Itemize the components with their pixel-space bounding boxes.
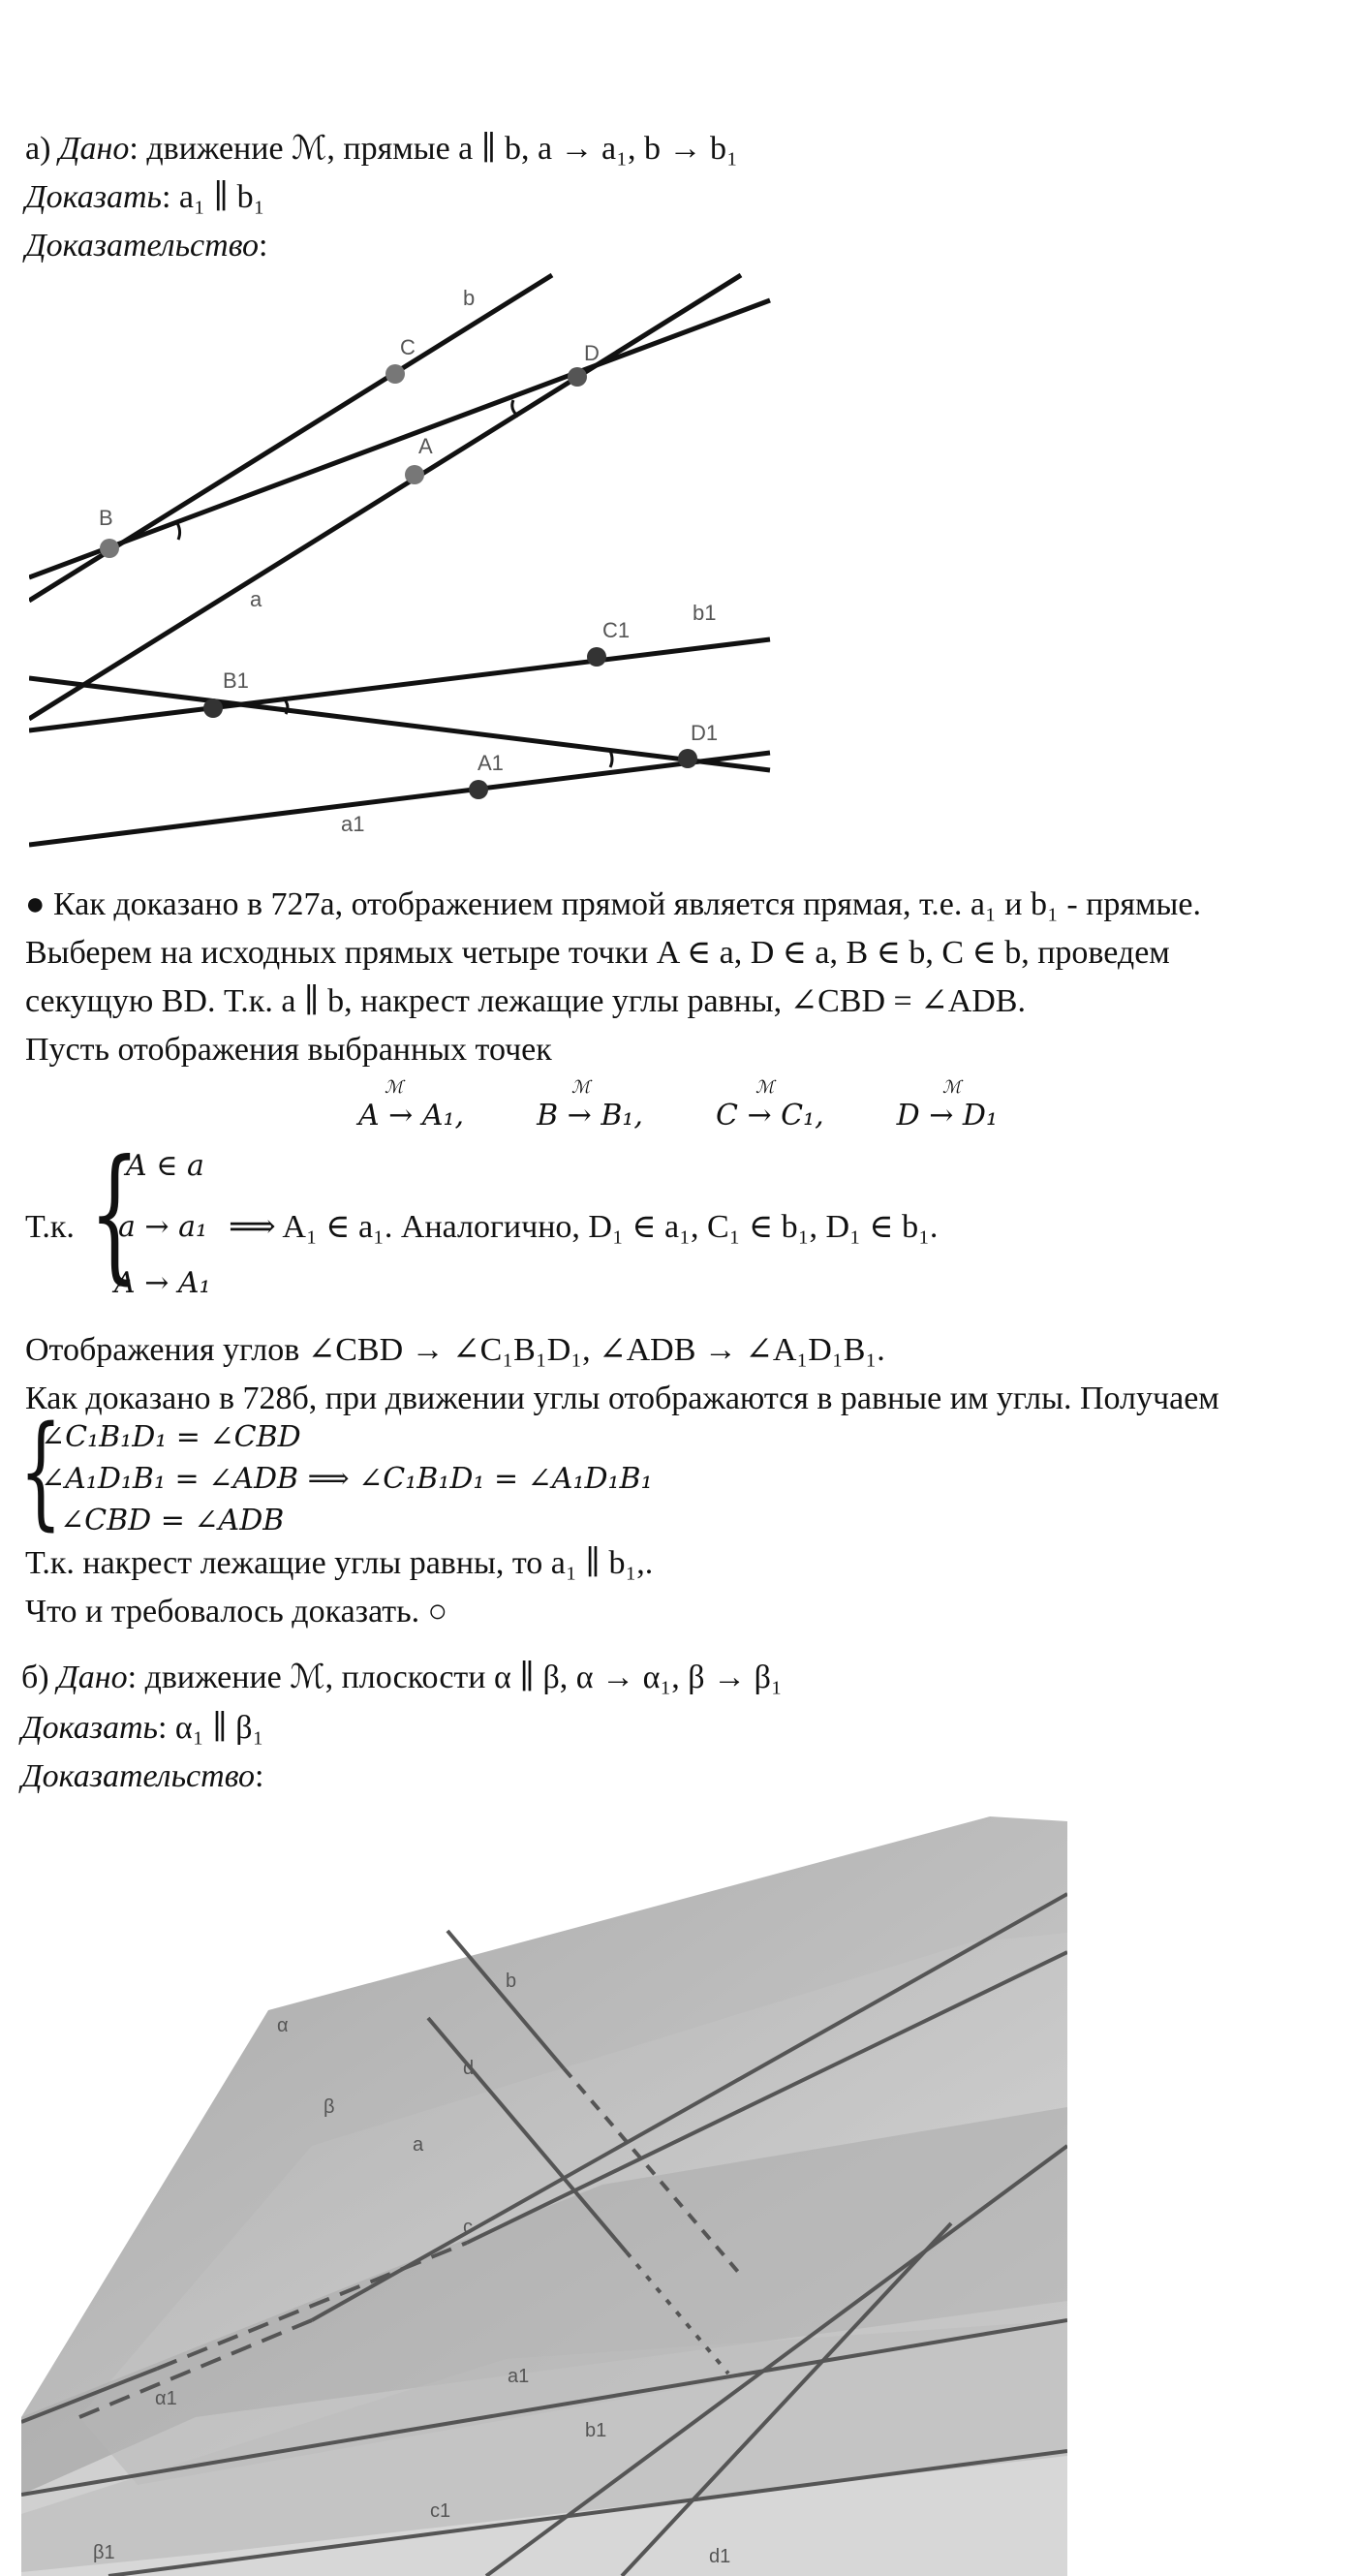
label-b-point: B: [99, 506, 113, 530]
system1-result: ⟹ A₁ ∈ a₁. Аналогично, D₁ ∈ a₁, C₁ ∈ b₁, D₁ ∈ b₁.: [229, 1209, 939, 1245]
label-a1: a1: [508, 2366, 530, 2387]
proof-colon-b: :: [255, 1758, 264, 1794]
proof-heading-b: [21, 1755, 263, 1798]
left-brace-2: {: [19, 1400, 63, 1542]
mapping-d: D → D₁: [896, 1099, 998, 1133]
label-b1-line: b1: [693, 601, 717, 625]
system2-row-1: ∠C₁B₁D₁ = ∠CBD: [41, 1420, 301, 1454]
label-d1: d1: [709, 2546, 731, 2567]
left-brace: {: [89, 1130, 140, 1298]
angle-arc-d1: [610, 751, 612, 767]
point-d: [568, 367, 587, 387]
prove-statement: : a₁ ∥ b₁: [161, 179, 265, 215]
proof-para-5: Как доказано в 728б, при движении углы отображаются в равные им углы. Получаем: [25, 1381, 1219, 1416]
system2-row-2: ∠A₁D₁B₁ = ∠ADB ⟹ ∠C₁B₁D₁ = ∠A₁D₁B₁: [41, 1462, 653, 1496]
label-b1: b1: [585, 2420, 607, 2441]
prove-line-b: [21, 1707, 263, 1750]
label-a1-line: a1: [341, 812, 365, 836]
given-word-b: Дано: [57, 1660, 128, 1695]
proof-para-4: Пусть отображения выбранных точек: [25, 1032, 552, 1068]
proof-para-2: Выберем на исходных прямых четыре точки A ∈ a, D ∈ a, B ∈ b, C ∈ b, проведем: [25, 935, 1170, 971]
label-c1: c1: [430, 2500, 451, 2522]
mapping-line: [0, 1095, 1356, 1137]
point-a1: [469, 780, 488, 799]
proof-para-3: секущую BD. Т.к. a ∥ b, накрест лежащие углы равны, ∠CBD = ∠ADB.: [25, 983, 1026, 1019]
line-b1d1: [29, 678, 770, 770]
label-d: d: [463, 2058, 475, 2079]
point-c1: [587, 647, 606, 667]
map-symbol: ℳ: [385, 1077, 404, 1098]
map-symbol: ℳ: [942, 1077, 962, 1098]
prove-line-a: [25, 176, 264, 219]
line-a1: [29, 753, 770, 845]
given-line-b: [21, 1657, 783, 1699]
given-statement-b: : движение ℳ, плоскости α ∥ β, α → α₁, β → β₁: [127, 1660, 783, 1695]
proof-colon: :: [259, 228, 268, 264]
proof-heading-a: [25, 225, 267, 267]
label-a-line: a: [250, 587, 262, 611]
tk-label: Т.к.: [25, 1209, 75, 1245]
system2-row-3: ∠CBD = ∠ADB: [60, 1504, 285, 1537]
system1-row-3: A → A₁: [114, 1266, 211, 1300]
angle-arc-b: [176, 521, 180, 540]
label-alpha1: α1: [155, 2388, 177, 2409]
label-b: b: [463, 286, 476, 310]
point-d1: [678, 749, 697, 768]
given-word: Дано: [58, 131, 130, 167]
label-alpha: α: [277, 2015, 289, 2036]
label-a-point: A: [418, 434, 433, 458]
map-symbol: ℳ: [755, 1077, 775, 1098]
part-a-label: а): [25, 131, 51, 167]
mapping-b: B → B₁,: [537, 1099, 643, 1133]
label-d1: D1: [691, 721, 719, 745]
point-b: [100, 539, 119, 558]
label-c1: C1: [602, 618, 631, 642]
figure-lines-a: [29, 271, 775, 853]
prove-word: Доказать: [25, 179, 162, 215]
label-a1: A1: [478, 751, 504, 775]
label-b: b: [506, 1971, 517, 1992]
angle-arc-d: [512, 400, 518, 417]
map-symbol: ℳ: [571, 1077, 591, 1098]
mapping-c: C → C₁,: [715, 1099, 824, 1133]
label-b1: B1: [223, 668, 249, 693]
label-a: a: [413, 2134, 424, 2156]
given-line-a: [25, 128, 738, 171]
part-b-label: б): [21, 1660, 49, 1695]
mapping-a: A → A₁,: [357, 1099, 465, 1133]
line-b1: [29, 639, 770, 730]
label-beta1: β1: [93, 2542, 115, 2563]
point-c: [385, 364, 405, 384]
label-c: C: [400, 335, 416, 359]
given-statement: : движение ℳ, прямые a ∥ b, a → a₁, b → b₁: [129, 131, 738, 167]
point-b1: [203, 698, 223, 718]
system1-row-1: A ∈ a: [126, 1149, 204, 1183]
point-a: [405, 465, 424, 484]
figure-planes-b: [21, 1816, 1067, 2576]
system1-row-2: a → a₁: [118, 1210, 208, 1244]
label-d: D: [584, 341, 600, 365]
proof-para-6: Т.к. накрест лежащие углы равны, то a₁ ∥ b₁,.: [25, 1545, 654, 1581]
angles-mapping-line: Отображения углов ∠CBD → ∠C₁B₁D₁, ∠ADB → ∠A₁D₁B₁.: [25, 1332, 885, 1368]
prove-statement-b: : α₁ ∥ β₁: [157, 1710, 264, 1746]
proof-para-1: ● Как доказано в 727а, отображением прямой является прямая, т.е. a₁ и b₁ - прямые.: [25, 886, 1201, 922]
proof-word-b: Доказательство: [21, 1758, 256, 1794]
label-beta: β: [324, 2096, 335, 2118]
proof-conclusion: Что и требовалось доказать. ○: [25, 1594, 448, 1629]
prove-word-b: Доказать: [21, 1710, 158, 1746]
proof-word: Доказательство: [25, 228, 260, 264]
label-c: c: [463, 2217, 473, 2238]
line-a: [29, 275, 741, 719]
